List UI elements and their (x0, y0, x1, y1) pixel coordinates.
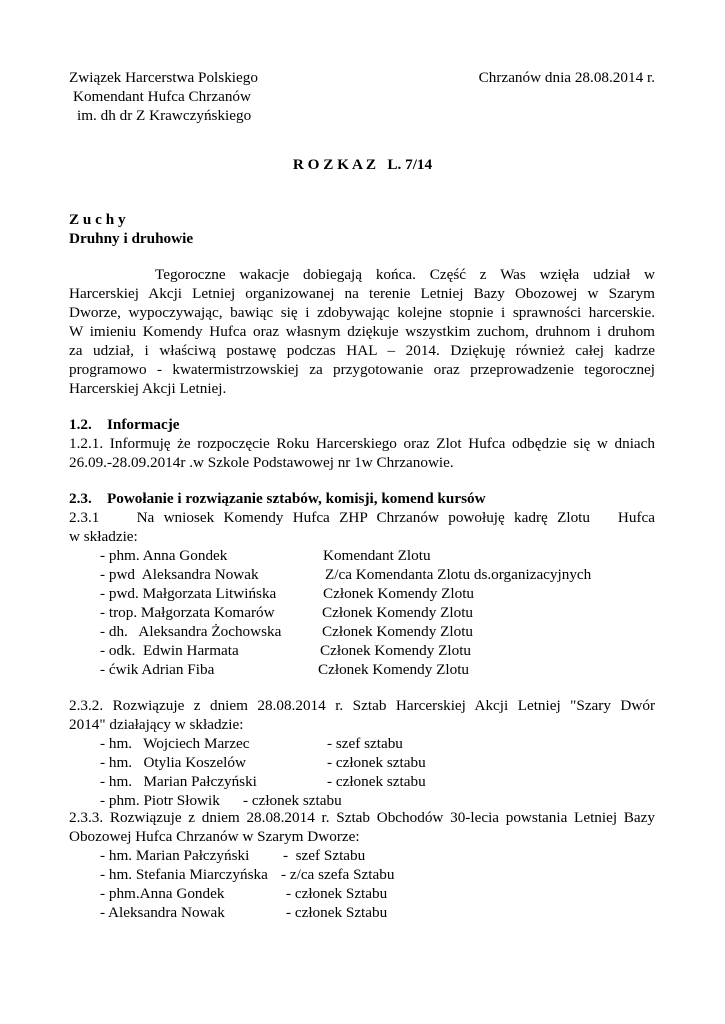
page-title: R O Z K A Z L. 7/14 (292, 156, 433, 173)
jubilee-staff-role: - z/ca szefa Sztabu (281, 866, 395, 883)
place-date: Chrzanów dnia 28.08.2014 r. (478, 69, 655, 86)
staff-role: - członek sztabu (243, 792, 342, 809)
jubilee-staff-role: - członek Sztabu (286, 904, 388, 921)
member-role: Członek Komendy Zlotu (320, 642, 472, 659)
member-role: Członek Komendy Zlotu (322, 623, 474, 640)
member-role: Członek Komendy Zlotu (318, 661, 470, 678)
intro-line: Tegoroczne wakacje dobiegają końca. Część z Was wzięła udział w (155, 266, 655, 283)
order-232-line: 2014" działający w składzie: (69, 716, 244, 733)
org-patron: im. dh dr Z Krawczyńskiego (77, 107, 252, 124)
staff-role: - szef sztabu (327, 735, 403, 752)
intro-line: programowo - kwatermistrzowskiej za przygotowanie oraz przeprowadzenie tegorocznej (69, 361, 655, 378)
section-heading-informacje: 1.2. Informacje (69, 416, 180, 433)
member-name: - odk. Edwin Harmata (100, 642, 239, 659)
member-name: - dh. Aleksandra Żochowska (100, 623, 282, 640)
intro-line: W imieniu Komendy Hufca oraz własnym dziękuje wszystkim zuchom, druhnom i druhom (69, 323, 655, 340)
greeting-zuchy: Z u c h y (69, 211, 126, 228)
jubilee-staff-role: - członek Sztabu (286, 885, 388, 902)
org-name: Związek Harcerstwa Polskiego (69, 69, 258, 86)
staff-name: - hm. Marian Pałczyński (100, 773, 257, 790)
member-name: - pwd Aleksandra Nowak (100, 566, 259, 583)
order-231-line: 2.3.1 Na wniosek Komendy Hufca ZHP Chrzanów powołuję kadrę Zlotu Hufca (69, 509, 655, 526)
staff-role: - członek sztabu (327, 773, 426, 790)
info-line: 1.2.1. Informuję że rozpoczęcie Roku Harcerskiego oraz Zlot Hufca odbędzie się w dniach (69, 435, 655, 452)
member-name: - phm. Anna Gondek (100, 547, 228, 564)
intro-line: Harcerskiej Akcji Letniej organizowanej na terenie Letniej Bazy Obozowej w Szarym (69, 285, 655, 302)
intro-line: za udział, i właściwą postawę podczas HAL – 2014. Dziękuję również całej kadrze (69, 342, 655, 359)
jubilee-staff-name: - hm. Marian Pałczyński (100, 847, 250, 864)
jubilee-staff-role: - szef Sztabu (283, 847, 366, 864)
jubilee-staff-name: - phm.Anna Gondek (100, 885, 225, 902)
intro-line: Dworze, wypoczywając, bawiąc się i zdobywając kolejne stopnie i sprawności harcerskie. (69, 304, 655, 321)
jubilee-staff-name: - hm. Stefania Miarczyńska (100, 866, 268, 883)
intro-line: Harcerskiej Akcji Letniej. (69, 380, 227, 397)
jubilee-staff-name: - Aleksandra Nowak (100, 904, 225, 921)
section-heading-powolanie: 2.3. Powołanie i rozwiązanie sztabów, komisji, komend kursów (69, 490, 486, 507)
staff-name: - hm. Otylia Koszelów (100, 754, 246, 771)
member-name: - trop. Małgorzata Komarów (100, 604, 275, 621)
member-role: Z/ca Komendanta Zlotu ds.organizacyjnych (325, 566, 592, 583)
order-233-line: Obozowej Hufca Chrzanów w Szarym Dworze: (69, 828, 360, 845)
member-name: - ćwik Adrian Fiba (100, 661, 215, 678)
staff-role: - członek sztabu (327, 754, 426, 771)
member-role: Członek Komendy Zlotu (323, 585, 475, 602)
order-232-line: 2.3.2. Rozwiązuje z dniem 28.08.2014 r. Sztab Harcerskiej Akcji Letniej "Szary Dwór (69, 697, 655, 714)
member-role: Członek Komendy Zlotu (322, 604, 474, 621)
org-commander: Komendant Hufca Chrzanów (73, 88, 251, 105)
info-line: 26.09.-28.09.2014r .w Szkole Podstawowej nr 1w Chrzanowie. (69, 454, 454, 471)
staff-name: - hm. Wojciech Marzec (100, 735, 250, 752)
order-233-line: 2.3.3. Rozwiązuje z dniem 28.08.2014 r. Sztab Obchodów 30-lecia powstania Letniej Bazy (69, 809, 655, 826)
member-name: - pwd. Małgorzata Litwińska (100, 585, 277, 602)
member-role: Komendant Zlotu (323, 547, 431, 564)
greeting-druhny: Druhny i druhowie (69, 230, 194, 247)
order-231-line: w składzie: (69, 528, 138, 545)
staff-name: - phm. Piotr Słowik (100, 792, 220, 809)
